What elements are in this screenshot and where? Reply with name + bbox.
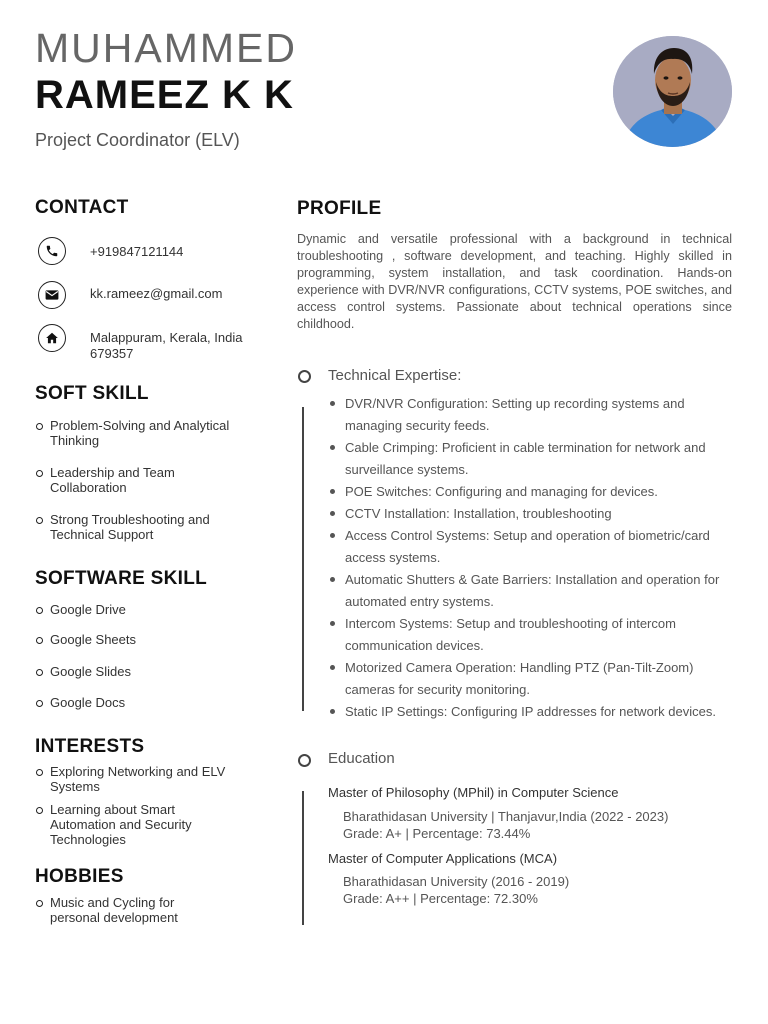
bullet-icon [36, 470, 43, 477]
interest-item [50, 803, 235, 848]
software-skill-label: Google Slides [50, 664, 131, 679]
technical-expertise-list [330, 393, 730, 723]
bullet-icon [36, 769, 43, 776]
bullet-icon [36, 637, 43, 644]
home-icon [38, 324, 66, 352]
education-heading: Education [328, 750, 395, 767]
contact-heading: CONTACT [35, 197, 129, 218]
soft-skill-label: Strong Troubleshooting and Technical Support [50, 512, 210, 542]
profile-heading: PROFILE [297, 198, 382, 219]
software-skill-label: Google Drive [50, 602, 126, 617]
bullet-icon [36, 700, 43, 707]
timeline-node-icon [298, 370, 311, 383]
hobby-label: Music and Cycling for personal development [50, 895, 178, 925]
software-skill-item [50, 696, 125, 711]
software-skill-label: Google Sheets [50, 632, 137, 647]
timeline-line [302, 791, 304, 925]
first-name: MUHAMMED [35, 25, 297, 71]
last-name: RAMEEZ K K [35, 73, 294, 117]
expertise-item: POE Switches: Configuring and managing for devices. [330, 481, 730, 503]
education-institution: Bharathidasan University | Thanjavur,India (2022 - 2023) [343, 809, 669, 824]
education-grade: Grade: A++ | Percentage: 72.30% [343, 891, 538, 906]
software-skill-item [50, 665, 131, 680]
technical-expertise-heading: Technical Expertise: [328, 367, 462, 384]
bullet-icon [36, 607, 43, 614]
education-degree: Master of Computer Applications (MCA) [328, 851, 558, 866]
bullet-icon [36, 669, 43, 676]
expertise-item: Cable Crimping: Proficient in cable termination for network and surveillance systems. [330, 437, 730, 481]
education-institution: Bharathidasan University (2016 - 2019) [343, 874, 570, 889]
expertise-item: Access Control Systems: Setup and operation of biometric/card access systems. [330, 525, 730, 569]
timeline-line [302, 407, 304, 711]
soft-skill-label: Leadership and Team Collaboration [50, 465, 175, 495]
profile-summary: Dynamic and versatile professional with a background in technical troubleshooting , software development, and teaching. Highly skilled in programming, system installation, and task coordination. Hands-on experience with DVR/NVR configurations, CCTV systems, POE switches, and access control systems. Passionate about technical operations since childhood. [297, 232, 732, 331]
timeline-node-icon [298, 754, 311, 767]
education-grade: Grade: A+ | Percentage: 73.44% [343, 826, 531, 841]
expertise-item: Intercom Systems: Setup and troubleshooting of intercom communication devices. [330, 613, 730, 657]
bullet-icon [36, 423, 43, 430]
software-skill-label: Google Docs [50, 695, 126, 710]
email-address[interactable]: kk.rameez@gmail.com [90, 286, 223, 301]
education-degree: Master of Philosophy (MPhil) in Computer Science [328, 785, 619, 800]
expertise-item: Motorized Camera Operation: Handling PTZ (Pan-Tilt-Zoom) cameras for security monitoring. [330, 657, 730, 701]
profile-photo [613, 36, 732, 147]
hobbies-heading: HOBBIES [35, 866, 124, 887]
soft-skill-heading: SOFT SKILL [35, 383, 149, 404]
software-skill-item [50, 633, 136, 648]
email-icon [38, 281, 66, 309]
interest-label: Exploring Networking and ELV Systems [50, 764, 226, 794]
interest-item [50, 765, 235, 795]
expertise-item: Automatic Shutters & Gate Barriers: Installation and operation for automated entry systems. [330, 569, 730, 613]
soft-skill-label: Problem-Solving and Analytical Thinking [50, 418, 230, 448]
bullet-icon [36, 517, 43, 524]
expertise-item: Static IP Settings: Configuring IP addresses for network devices. [330, 701, 730, 723]
postal-address: Malappuram, Kerala, India 679357 [90, 330, 243, 361]
expertise-item: DVR/NVR Configuration: Setting up recording systems and managing security feeds. [330, 393, 730, 437]
expertise-item: CCTV Installation: Installation, troubleshooting [330, 503, 730, 525]
soft-skill-item [50, 466, 250, 496]
portrait-image [613, 36, 732, 147]
hobby-item [50, 896, 220, 926]
interests-heading: INTERESTS [35, 736, 145, 757]
phone-number[interactable]: +919847121144 [90, 244, 184, 259]
interest-label: Learning about Smart Automation and Security Technologies [50, 802, 192, 847]
software-skill-item [50, 603, 126, 618]
phone-icon [38, 237, 66, 265]
soft-skill-item [50, 513, 250, 543]
soft-skill-item [50, 419, 250, 449]
software-skill-heading: SOFTWARE SKILL [35, 568, 208, 589]
bullet-icon [36, 900, 43, 907]
bullet-icon [36, 807, 43, 814]
job-title: Project Coordinator (ELV) [35, 130, 240, 150]
